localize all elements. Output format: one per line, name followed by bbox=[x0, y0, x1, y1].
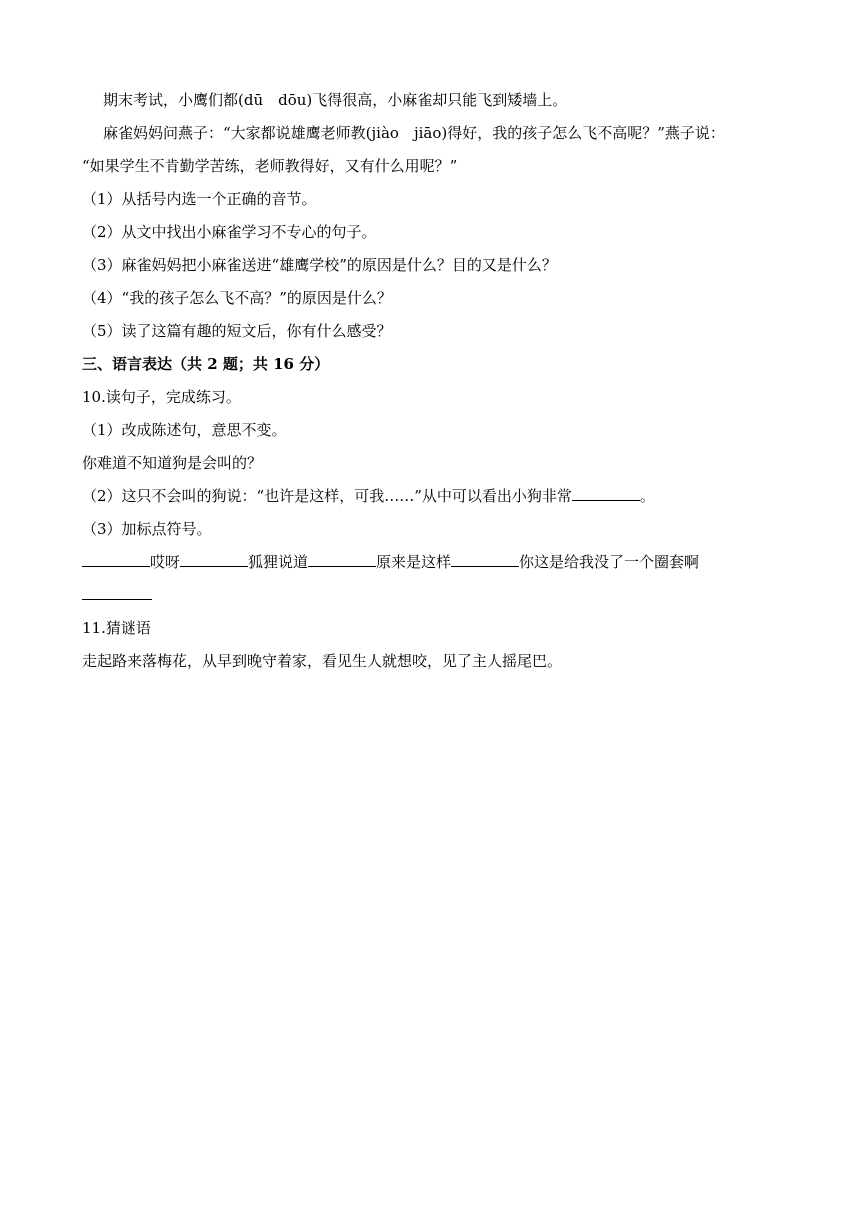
question-9-part-4: （4）“我的孩子怎么飞不高？”的原因是什么？ bbox=[82, 289, 392, 307]
question-9-part-5: （5）读了这篇有趣的短文后，你有什么感受？ bbox=[82, 322, 392, 340]
question-10-part-3: （3）加标点符号。 bbox=[82, 520, 212, 538]
passage-paragraph-2-line-1: 麻雀妈妈问燕子：“大家都说雄鹰老师教(jiào jiāo)得好，我的孩子怎么飞不高呢？”燕子说： bbox=[103, 124, 725, 142]
punctuation-blank-5[interactable] bbox=[82, 585, 152, 600]
question-10-part-2-end: 。 bbox=[639, 487, 655, 505]
punctuation-blank-1[interactable] bbox=[82, 552, 150, 567]
punctuation-segment-4: 你这是给我没了一个圈套啊 bbox=[519, 553, 700, 571]
passage-paragraph-2-line-2: “如果学生不肯勤学苦练，老师教得好，又有什么用呢？” bbox=[82, 157, 458, 175]
punctuation-segment-2: 狐狸说道 bbox=[248, 553, 309, 571]
punctuation-exercise-continued bbox=[82, 579, 782, 612]
question-10-part-1: （1）改成陈述句，意思不变。 bbox=[82, 421, 287, 439]
question-9-part-1: （1）从括号内选一个正确的音节。 bbox=[82, 190, 317, 208]
question-9-part-2: （2）从文中找出小麻雀学习不专心的句子。 bbox=[82, 223, 377, 241]
punctuation-segment-1: 哎呀 bbox=[150, 553, 181, 571]
answer-blank[interactable] bbox=[572, 486, 640, 501]
question-10-title: 10.读句子，完成练习。 bbox=[82, 388, 241, 406]
question-10-part-2-text: （2）这只不会叫的狗说：“也许是这样，可我……”从中可以看出小狗非常 bbox=[82, 487, 572, 505]
punctuation-exercise bbox=[82, 546, 782, 579]
punctuation-blank-2[interactable] bbox=[180, 552, 248, 567]
section-heading: 三、语言表达（共 2 题；共 16 分） bbox=[82, 355, 330, 373]
question-10-part-2 bbox=[82, 480, 782, 513]
punctuation-segment-3: 原来是这样 bbox=[376, 553, 452, 571]
passage-paragraph-1: 期末考试，小鹰们都(dū dōu)飞得很高，小麻雀却只能飞到矮墙上。 bbox=[103, 91, 568, 109]
question-11-title: 11.猜谜语 bbox=[82, 619, 151, 637]
punctuation-blank-3[interactable] bbox=[308, 552, 376, 567]
punctuation-blank-4[interactable] bbox=[451, 552, 519, 567]
question-10-sentence: 你难道不知道狗是会叫的？ bbox=[82, 454, 263, 472]
question-11-riddle: 走起路来落梅花，从早到晚守着家，看见生人就想咬，见了主人摇尾巴。 bbox=[82, 652, 563, 670]
question-9-part-3: （3）麻雀妈妈把小麻雀送进“雄鹰学校”的原因是什么？目的又是什么？ bbox=[82, 256, 557, 274]
document-page bbox=[82, 84, 782, 678]
